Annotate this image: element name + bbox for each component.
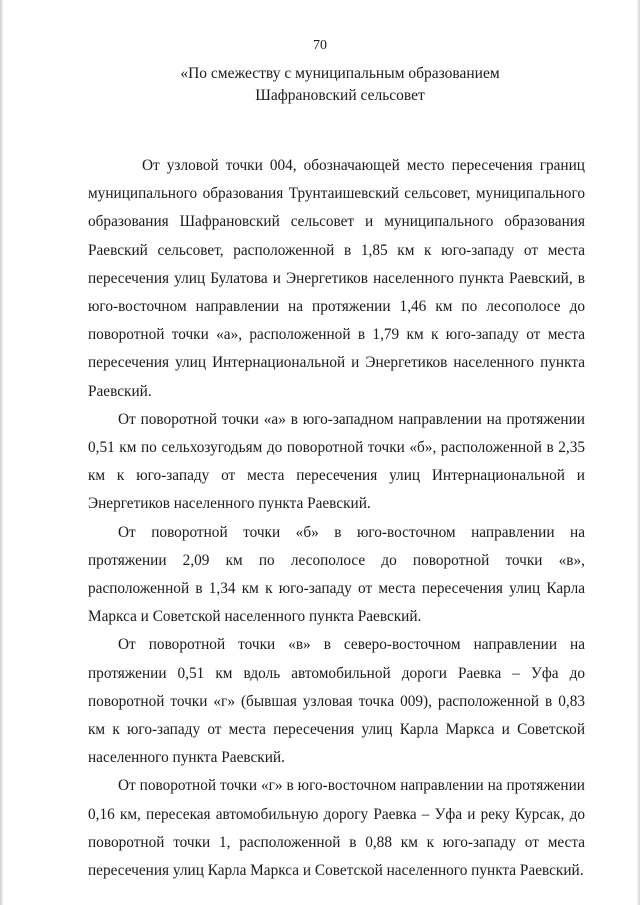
paragraph-1: От узловой точки 004, обозначающей место пересечения границ муниципального образования Трунтаишевский сельсовет, муниципального образования Шафрановский сельсовет и муниципального образования Раевский сельсовет, расположенной в 1,85 км к юго-западу от места пересечения улиц Булатова и Энергетиков населенного пункта Раевский, в юго-восточном направлении на протяжении 1,46 км по лесополосе до поворотной точки «а», расположенной в 1,79 км к юго-западу от места пересечения улиц Интернациональной и Энергетиков населенного пункта Раевский.	[88, 157, 585, 400]
document-body	[88, 152, 585, 885]
page-number: 70	[313, 38, 327, 53]
paragraph-2: От поворотной точки «а» в юго-западном направлении на протяжении 0,51 км по сельхозугодьям до поворотной точки «б», расположенной в 2,35 км к юго-западу от места пересечения улиц Интернациональной и Энергетиков населенного пункта Раевский.	[88, 410, 585, 513]
scan-edge-left	[0, 0, 3, 905]
paragraph-4: От поворотной точки «в» в северо-восточном направлении на протяжении 0,51 км вдоль автомобильной дороги Раевка – Уфа до поворотной точки «г» (бывшая узловая точка 009), расположенной в 0,83 км к юго-западу от места пересечения улиц Карла Маркса и Советской населенного пункта Раевский.	[88, 636, 585, 767]
heading-line-1: «По смежеству с муниципальным образованием	[180, 65, 500, 82]
paragraph-3: От поворотной точки «б» в юго-восточном направлении на протяжении 2,09 км по лесополосе до поворотной точки «в», расположенной в 1,34 км к юго-западу от места пересечения улиц Карла Маркса и Советской населенного пункта Раевский.	[88, 523, 585, 626]
section-heading	[90, 63, 590, 107]
heading-line-2: Шафрановский сельсовет	[255, 87, 425, 104]
paragraph-5: От поворотной точки «г» в юго-восточном направлении на протяжении 0,16 км, пересекая автомобильную дорогу Раевка – Уфа и реку Курсак, до поворотной точки 1, расположенной в 0,88 км к юго-западу от места пересечения улиц Карла Маркса и Советской населенного пункта Раевский.	[88, 777, 585, 880]
